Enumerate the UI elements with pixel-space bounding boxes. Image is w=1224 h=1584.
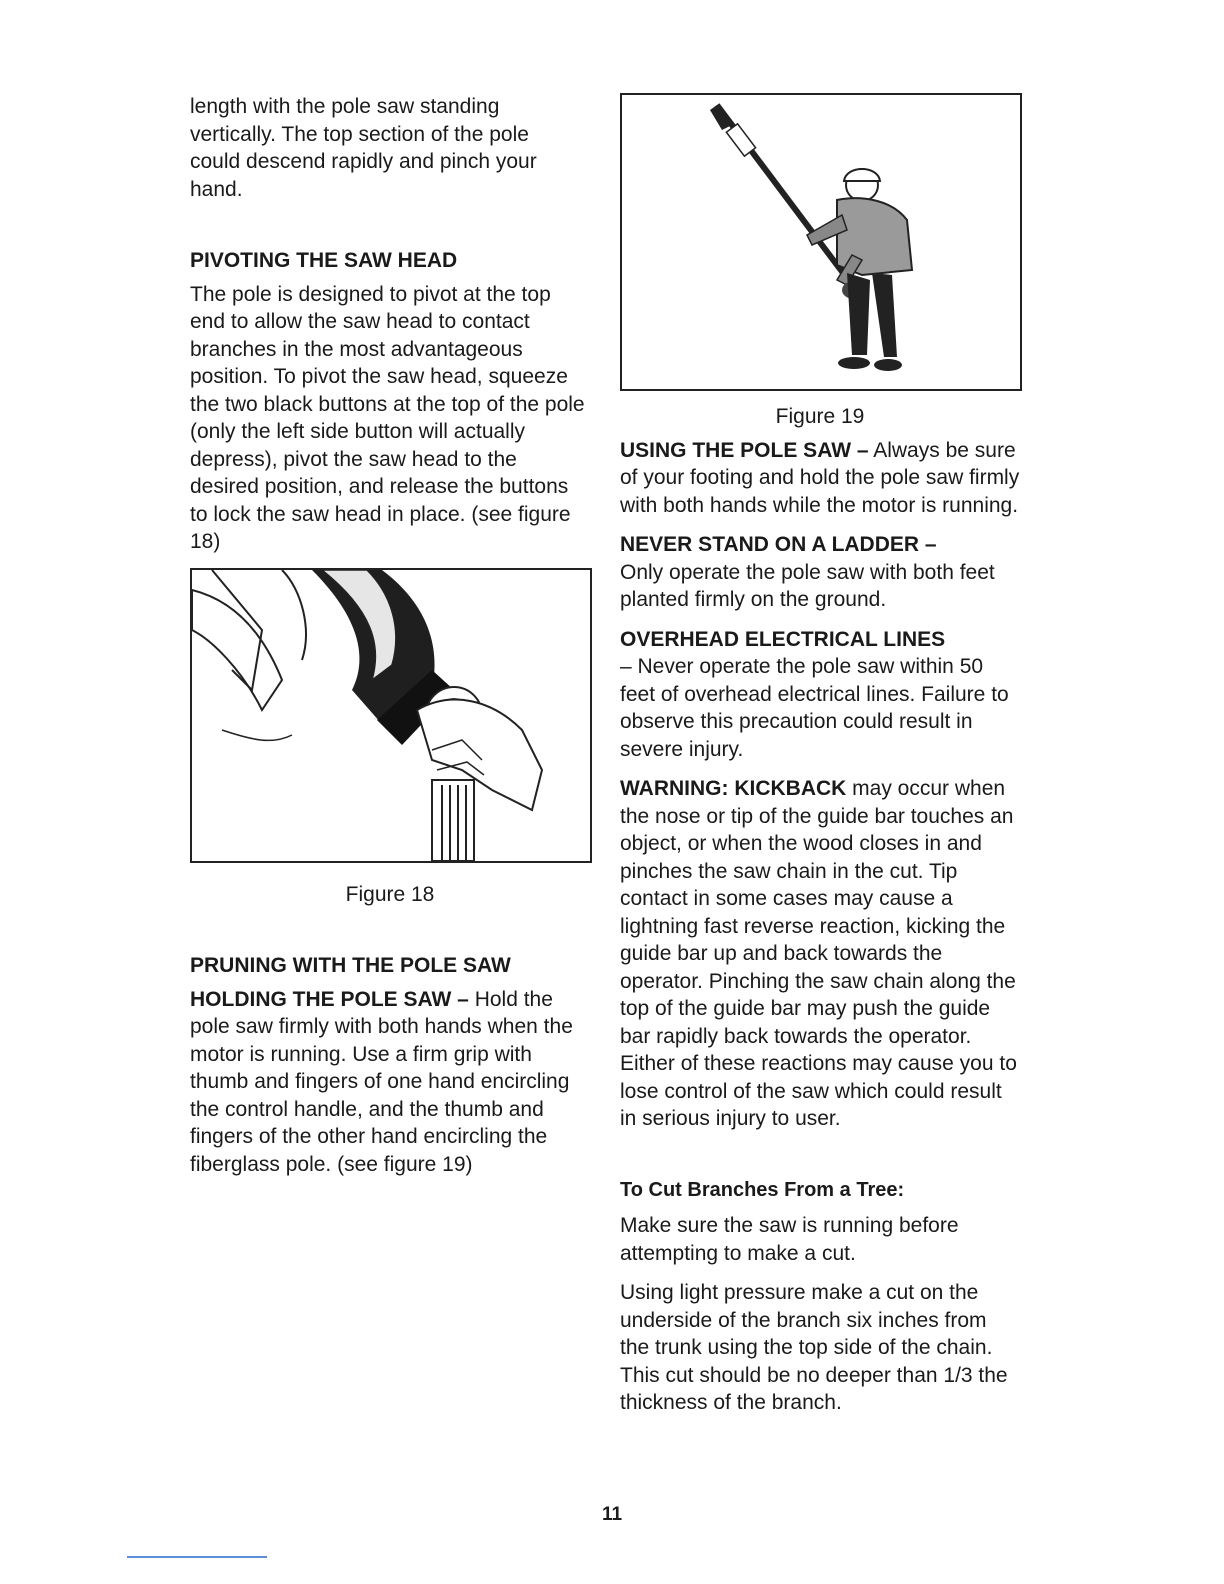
- holding-paragraph: [190, 986, 590, 1179]
- figure-19-caption: Figure 19: [775, 405, 865, 428]
- cut-branches-heading: To Cut Branches From a Tree:: [620, 1178, 905, 1201]
- cut-paragraph-1: Make sure the saw is running before attempting to make a cut.: [620, 1214, 959, 1265]
- ladder-heading: NEVER STAND ON A LADDER –: [620, 533, 937, 556]
- using-heading: USING THE POLE SAW –: [620, 438, 869, 462]
- pruning-heading: PRUNING WITH THE POLE SAW: [190, 954, 511, 977]
- cut-paragraph-2: Using light pressure make a cut on the underside of the branch six inches from the trunk using the top side of the chain. This cut should be no deeper than 1/3 the thickness of the branch.: [620, 1281, 1008, 1414]
- figure-19-illustration: [620, 93, 1022, 391]
- pivot-heading: PIVOTING THE SAW HEAD: [190, 249, 458, 272]
- left-column: [190, 93, 590, 1178]
- using-text: Always be sure of your footing and hold the pole saw firmly with both hands while the motor is running.: [620, 438, 1020, 517]
- warning-paragraph: [620, 775, 1020, 1133]
- holding-text: Hold the pole saw firmly with both hands when the motor is running. Use a firm grip with thumb and fingers of one hand encircling the control handle, and the thumb and fingers of the other hand encircling the fiberglass pole. (see figure 19): [190, 987, 573, 1176]
- operator-holding-pole-saw-illustration: [622, 95, 1020, 389]
- pivot-paragraph: The pole is designed to pivot at the top end to allow the saw head to contact branches in the most advantageous position. To pivot the saw head, squeeze the two black buttons at the top of the pole (only the left side button will actually depress), pivot the saw head to the desired position, and release the buttons to lock the saw head in place. (see figure 18): [190, 282, 585, 553]
- page-number: 11: [601, 1504, 623, 1525]
- footer-divider: [127, 1556, 267, 1558]
- electrical-paragraph: – Never operate the pole saw within 50 feet of overhead electrical lines. Failure to observe this precaution could result in severe injury.: [620, 655, 1009, 761]
- figure-18-caption: Figure 18: [345, 882, 435, 906]
- right-column: [620, 93, 1020, 1417]
- warning-text: may occur when the nose or tip of the guide bar touches an object, or when the wood closes in and pinches the saw chain in the cut. Tip contact in some cases may cause a lightning fast reverse reaction, kicking the guide bar up and back towards the operator. Pinching the saw chain along the top of the guide bar may push the guide bar rapidly back towards the operator. Either of these reactions may cause you to lose control of the saw which could result in serious injury to user.: [620, 777, 1017, 1130]
- using-paragraph: [620, 437, 1020, 520]
- holding-heading: HOLDING THE POLE SAW –: [190, 987, 469, 1011]
- ladder-paragraph: Only operate the pole saw with both feet planted firmly on the ground.: [620, 560, 995, 611]
- intro-paragraph: length with the pole saw standing vertically. The top section of the pole could descend rapidly and pinch your hand.: [190, 95, 537, 201]
- electrical-heading: OVERHEAD ELECTRICAL LINES: [620, 627, 946, 651]
- warning-heading: WARNING: KICKBACK: [620, 777, 847, 800]
- figure-18-illustration: [190, 568, 592, 863]
- saw-head-pivot-illustration: [192, 570, 590, 861]
